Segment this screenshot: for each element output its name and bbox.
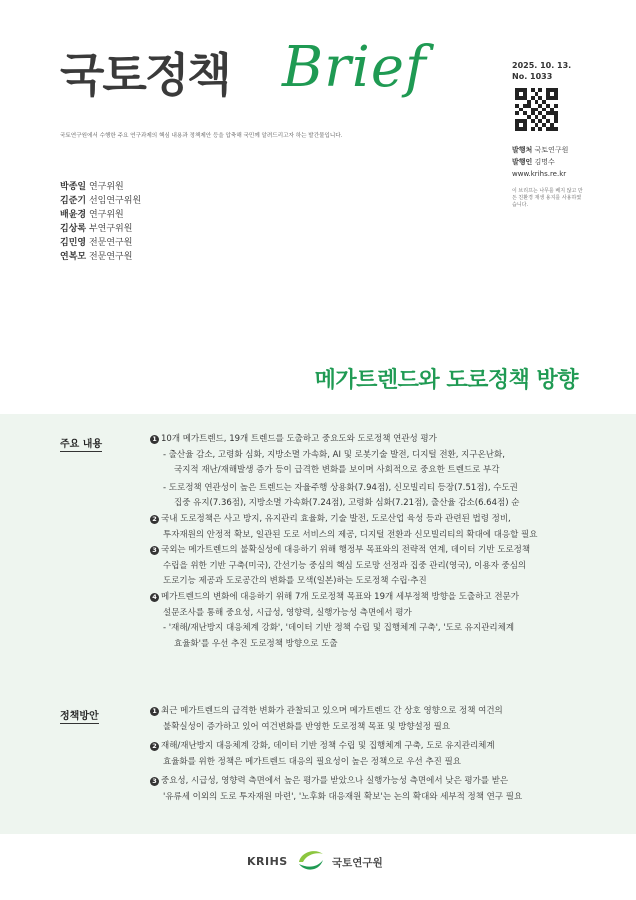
issuer-label: 발행인 (512, 158, 533, 166)
logo-korean: 국토정책 (60, 48, 230, 102)
list-item: 3 국외는 메가트렌드의 불확실성에 대응하기 위해 행정부 목표와의 전략적 연계, 데이터 기반 도로정책 (150, 543, 537, 559)
list-item: 2 국내 도로정책은 사고 방지, 유지관리 효율화, 기술 발전, 도로산업 육성 등과 관련된 법령 정비, (150, 512, 537, 528)
tagline: 국토연구원에서 수행한 주요 연구과제의 핵심 내용과 정책제안 등을 압축해 국민께 알려드리고자 하는 발간물입니다. (60, 133, 343, 139)
list-item: - 도로정책 연관성이 높은 트렌드는 자율주행 상용화(7.94점), 신모빌리티 등장(7.51점), 수도권 (163, 482, 518, 493)
author-item: 김상록 부연구위원 (60, 224, 133, 234)
issue-number: No. 1033 (512, 72, 553, 81)
number-marker: 3 (150, 546, 159, 555)
list-item: 1 10개 메가트렌드, 19개 트렌드를 도출하고 중요도와 도로정책 연관성 평가 (150, 432, 537, 448)
list-item: 국지적 재난/재해발생 증가 등이 급격한 변화를 보이며 사회적으로 중요한 트렌드로 부각 (174, 465, 500, 476)
logo-brief: Brief (282, 35, 427, 100)
author-item: 연복모 전문연구원 (60, 252, 133, 262)
number-marker: 2 (150, 515, 159, 524)
list-item: - 출산율 감소, 고령화 심화, 지방소멸 가속화, AI 및 로봇기술 발전, 디지털 전환, 지구온난화, (163, 449, 505, 460)
list-item: 불확실성이 증가하고 있어 여건변화를 반영한 도로정책 목표 및 방향설정 필요 (163, 721, 451, 732)
publisher-info (512, 144, 568, 180)
list-item: 4 메가트렌드의 변화에 대응하기 위해 7개 도로정책 목표와 19개 세부정책 방향을 도출하고 전문가 (150, 590, 537, 606)
issue-date: 2025. 10. 13. (512, 61, 572, 70)
list-item: '유류세 이외의 도로 투자재원 마련', '노후화 대응재원 확보'는 논의 확대와 세부적 정책 연구 필요 (163, 791, 523, 802)
list-item: 1 최근 메가트렌드의 급격한 변화가 관찰되고 있으며 메가트렌드 간 상호 영향으로 정책 여건의 (150, 704, 522, 720)
list-item: 집중 유지(7.36점), 지방소멸 가속화(7.24점), 고령화 심화(7.21점), 출산율 감소(6.64점) 순 (174, 498, 520, 509)
list-item: 도로기능 제공과 도로공간의 변화를 모색(일본)하는 도로정책 수립·추진 (163, 576, 427, 587)
author-item: 김민영 전문연구원 (60, 238, 133, 248)
number-marker: 2 (150, 742, 159, 751)
list-item: 투자재원의 안정적 확보, 일관된 도로 서비스의 제공, 디지털 전환과 신모빌리티의 확대에 대응할 필요 (163, 529, 538, 540)
author-item: 배윤경 연구위원 (60, 210, 124, 220)
krihs-logo-icon (295, 848, 327, 872)
number-marker: 1 (150, 435, 159, 444)
issuer: 김명수 (534, 158, 555, 166)
list-item: 효율화'를 우선 추진 도로정책 방향으로 도출 (174, 638, 338, 649)
footer-logo-en: KRIHS (247, 855, 288, 868)
author-list (60, 180, 141, 264)
number-marker: 4 (150, 593, 159, 602)
author-item: 박종일 연구위원 (60, 182, 124, 192)
author-item: 김준기 선임연구위원 (60, 196, 142, 206)
footer-logo-ko: 국토연구원 (332, 857, 383, 869)
policy-content (150, 704, 522, 806)
number-marker: 3 (150, 777, 159, 786)
publisher-label: 발행처 (512, 146, 533, 154)
list-item: 수립을 위한 기반 구축(미국), 간선기능 중심의 핵심 도로망 선정과 집중 관리(영국), 이용자 중심의 (163, 560, 527, 571)
list-item: 2 재해/재난방지 대응체계 강화, 데이터 기반 정책 수립 및 집행체계 구축, 도로 유지관리체계 (150, 739, 522, 755)
list-item: - '재해/재난방지 대응체계 강화', '데이터 기반 정책 수립 및 집행체계 구축', '도로 유지관리체계 (163, 623, 515, 634)
report-title: 메가트렌드와 도로정책 방향 (314, 368, 578, 393)
policy-label: 정책방안 (60, 707, 99, 724)
publisher: 국토연구원 (534, 146, 569, 154)
summary-label: 주요 내용 (60, 435, 102, 452)
list-item: 3 중요성, 시급성, 영향력 측면에서 높은 평가를 받았으나 실행가능성 측면에서 낮은 평가를 받은 (150, 774, 522, 790)
number-marker: 1 (150, 707, 159, 716)
qr-code-icon[interactable] (515, 88, 558, 131)
list-item: 설문조사를 통해 중요성, 시급성, 영향력, 실행가능성 측면에서 평가 (163, 607, 412, 618)
website-link[interactable]: www.krihs.re.kr (512, 170, 567, 178)
paper-note: 이 브리프는 나무를 베지 않고 만든 친환경 재생 용지를 사용하였습니다. (512, 188, 583, 208)
list-item: 효율화를 위한 정책은 메가트렌드 대응의 필요성이 높은 정책으로 우선 추진 필요 (163, 756, 461, 767)
issue-info (512, 60, 571, 82)
summary-content (150, 432, 537, 652)
